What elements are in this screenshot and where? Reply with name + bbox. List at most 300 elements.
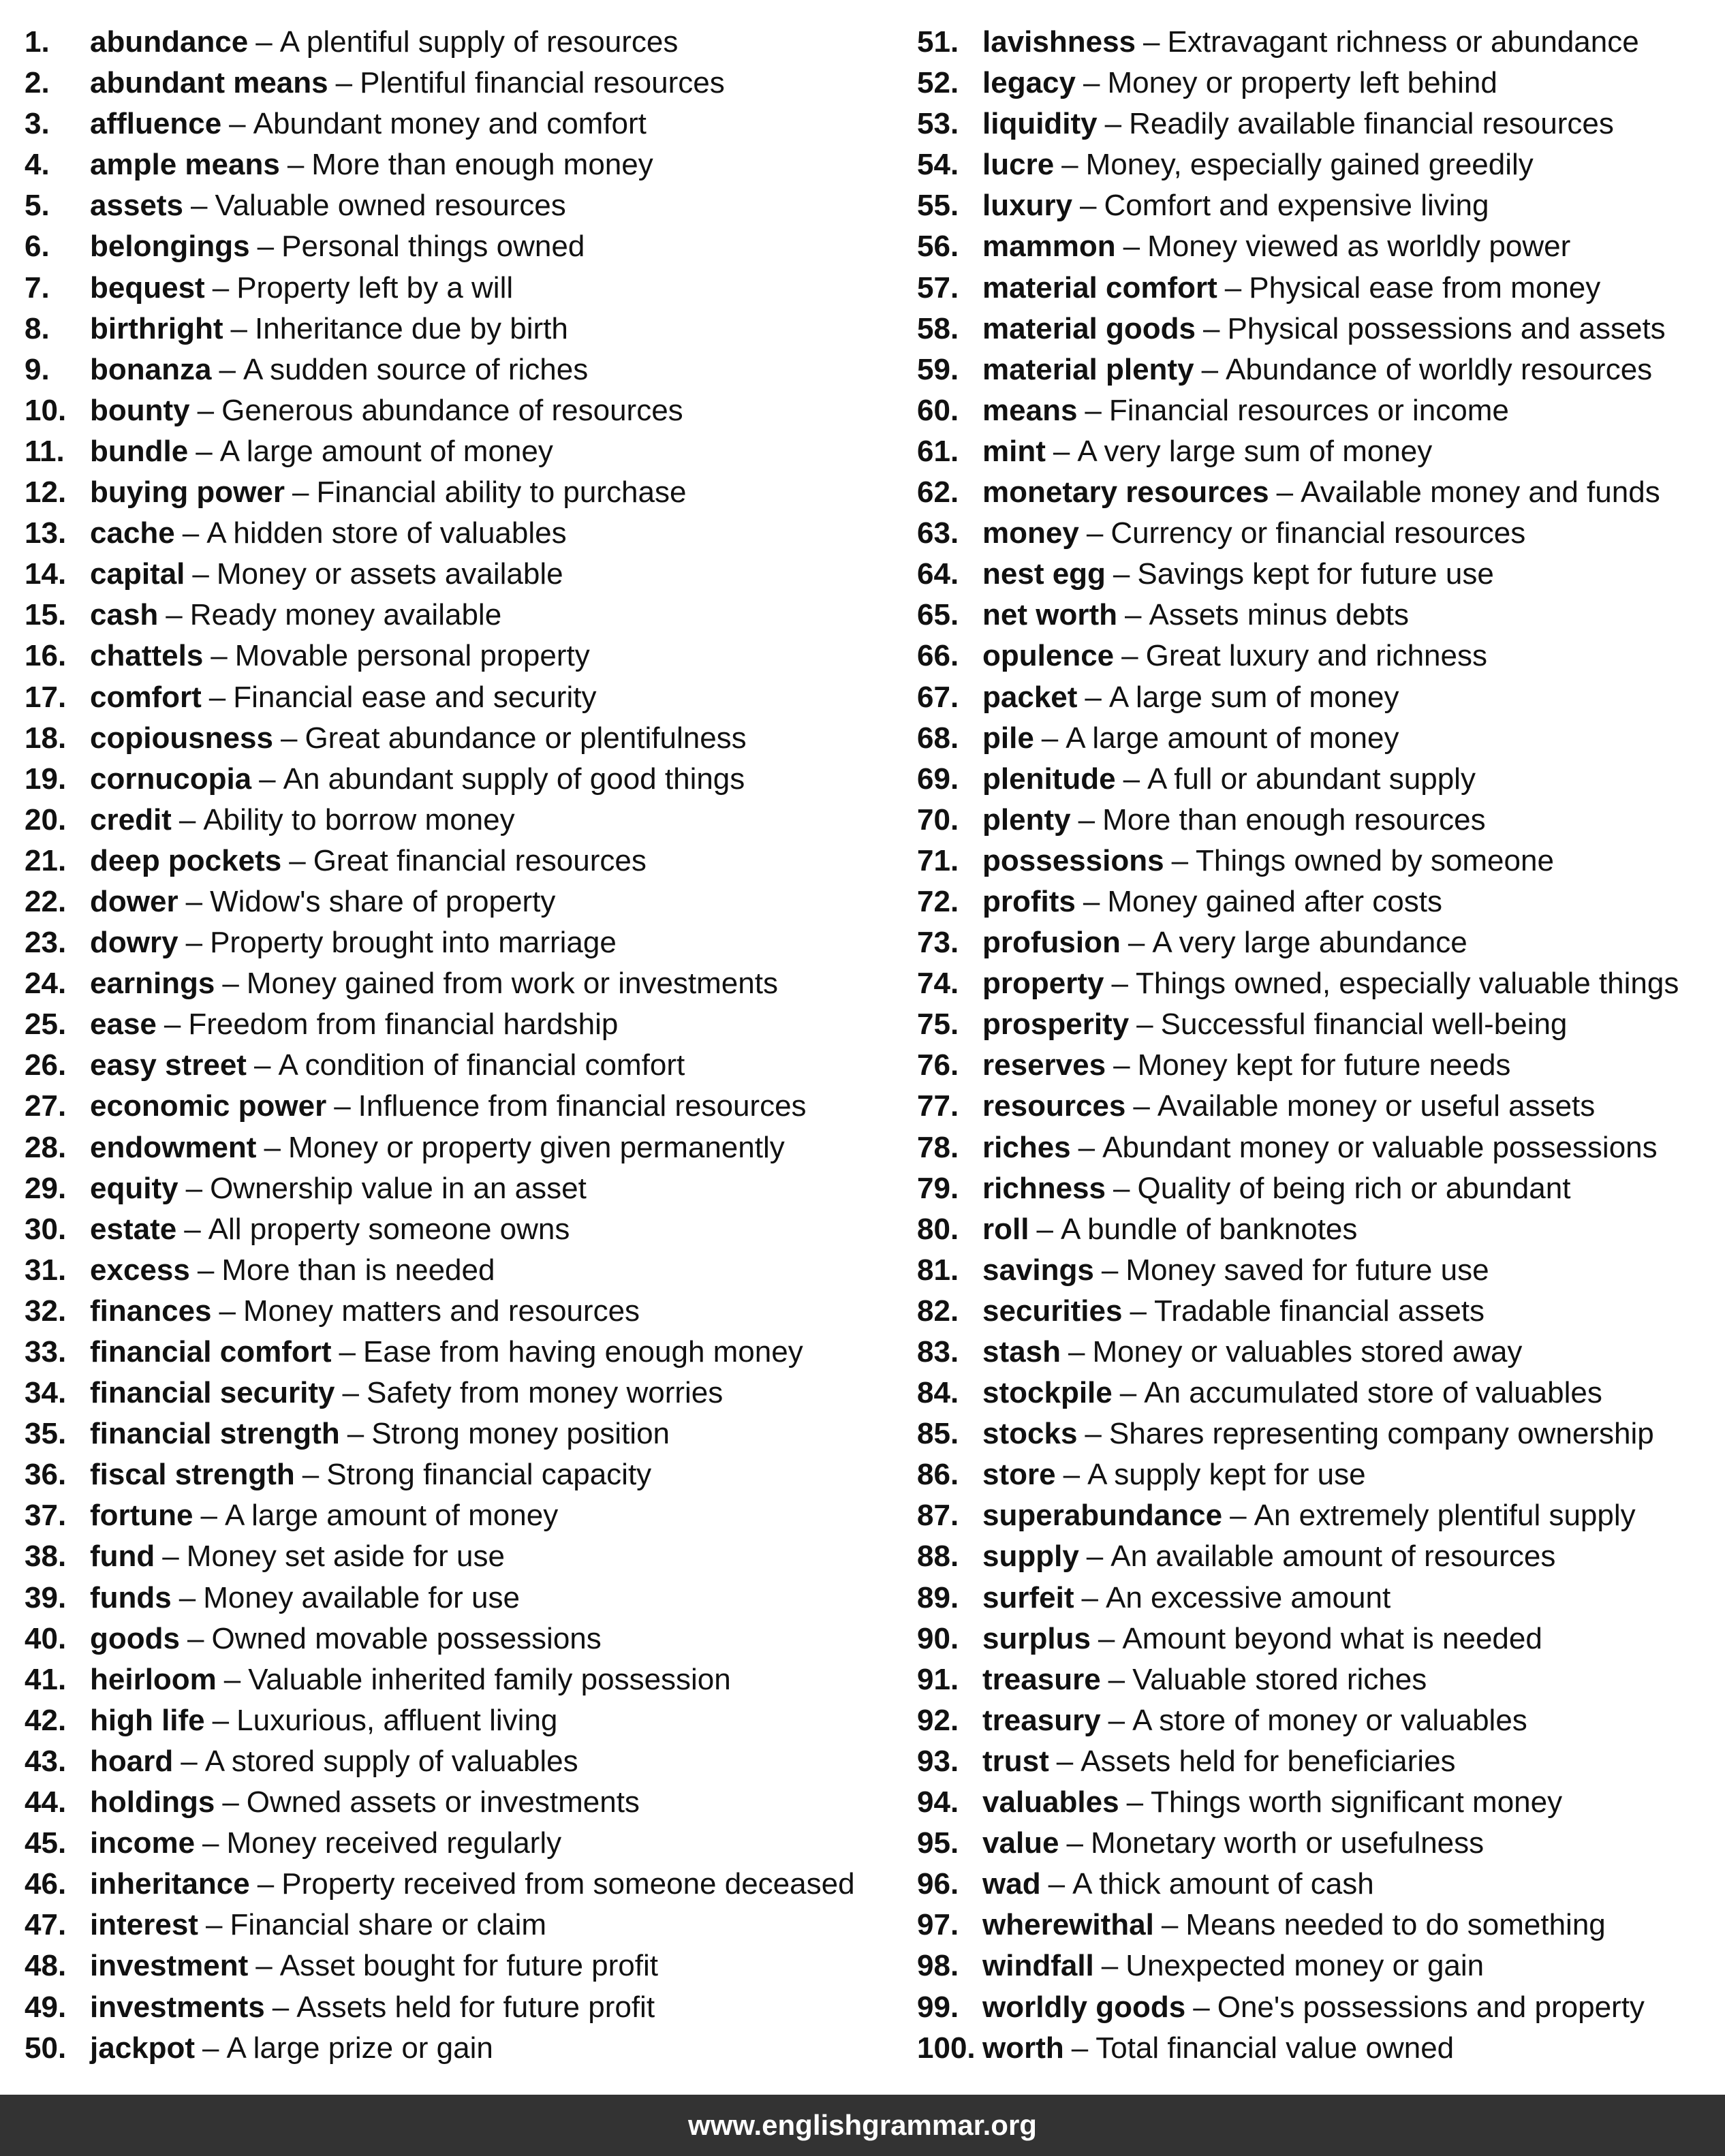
entry-text (982, 1168, 1570, 1209)
entry-number: 37. (25, 1499, 67, 1533)
entry-definition: Property left by a will (236, 270, 514, 304)
entry-separator: – (182, 516, 200, 550)
word-entry (917, 2028, 1714, 2069)
entry-term: ample means (90, 148, 280, 182)
entry-number: 90. (917, 1621, 959, 1655)
entry-term: legacy (982, 66, 1076, 100)
entry-definition: A very large abundance (1152, 926, 1467, 960)
entry-definition: Movable personal property (234, 639, 590, 673)
entry-text (982, 1086, 1595, 1127)
entry-separator: – (202, 1826, 219, 1860)
word-entry (25, 1332, 883, 1373)
word-entry (25, 963, 883, 1004)
entry-term: bundle (90, 434, 189, 468)
entry-definition: Comfort and expensive living (1104, 189, 1489, 223)
entry-text (90, 1619, 602, 1659)
entry-definition: A thick amount of cash (1072, 1867, 1374, 1901)
entry-number: 6. (25, 230, 50, 264)
entry-definition: A large sum of money (1108, 680, 1399, 714)
entry-text (90, 881, 555, 922)
entry-text (982, 472, 1660, 513)
word-entry (917, 1619, 1714, 1659)
entry-term: trust (982, 1744, 1049, 1778)
entry-definition: Assets minus debts (1149, 598, 1409, 632)
entry-definition: Safety from money worries (366, 1376, 724, 1410)
entry-definition: Abundance of worldly resources (1226, 352, 1653, 386)
word-entry (25, 472, 883, 513)
entry-definition: Money matters and resources (243, 1294, 640, 1328)
entry-number: 32. (25, 1294, 67, 1328)
entry-term: belongings (90, 230, 250, 264)
entry-text (982, 268, 1600, 309)
entry-number: 18. (25, 721, 67, 755)
entry-text (982, 1905, 1606, 1946)
entry-definition: Quality of being rich or abundant (1137, 1171, 1571, 1205)
entry-text (982, 390, 1509, 431)
entry-separator: – (1104, 107, 1122, 141)
entry-text (982, 1332, 1522, 1373)
entry-text (90, 1987, 655, 2028)
entry-separator: – (1123, 230, 1140, 264)
entry-separator: – (292, 475, 309, 510)
entry-text (90, 1946, 658, 1986)
entry-separator: – (1224, 270, 1242, 304)
entry-term: high life (90, 1703, 205, 1737)
entry-separator: – (166, 598, 183, 632)
entry-separator: – (257, 230, 275, 264)
entry-number: 7. (25, 270, 50, 304)
entry-number: 43. (25, 1744, 67, 1778)
entry-term: luxury (982, 189, 1073, 223)
word-entry (917, 718, 1714, 759)
entry-term: windfall (982, 1949, 1094, 1983)
entry-number: 44. (25, 1785, 67, 1819)
entry-text (982, 1578, 1390, 1619)
entry-number: 36. (25, 1458, 67, 1492)
entry-separator: – (1080, 189, 1097, 223)
entry-definition: Valuable owned resources (215, 189, 566, 223)
entry-text (90, 472, 686, 513)
entry-definition: Total financial value owned (1095, 2031, 1455, 2065)
entry-definition: Ownership value in an asset (210, 1171, 587, 1205)
entry-definition: Freedom from financial hardship (188, 1007, 619, 1042)
entry-separator: – (280, 721, 298, 755)
word-entry (25, 144, 883, 185)
entry-definition: Unexpected money or gain (1125, 1949, 1485, 1983)
entry-term: comfort (90, 680, 202, 714)
entry-number: 77. (917, 1089, 959, 1123)
entry-number: 95. (917, 1826, 959, 1860)
entry-term: money (982, 516, 1079, 550)
entry-text (982, 800, 1486, 841)
entry-number: 93. (917, 1744, 959, 1778)
entry-text (90, 922, 617, 963)
word-entry (25, 1619, 883, 1659)
word-entry (917, 104, 1714, 144)
word-entry (25, 1578, 883, 1619)
entry-text (982, 1454, 1366, 1495)
entry-definition: A supply kept for use (1087, 1458, 1366, 1492)
word-entry (917, 1536, 1714, 1577)
entry-text (90, 1250, 495, 1291)
entry-number: 33. (25, 1335, 67, 1369)
entry-definition: Money saved for future use (1125, 1253, 1489, 1287)
entry-separator: – (1086, 1540, 1104, 1574)
entry-separator: – (1113, 1048, 1130, 1082)
entry-definition: A condition of financial comfort (278, 1048, 685, 1082)
entry-definition: Money gained after costs (1107, 884, 1442, 918)
entry-definition: Monetary worth or usefulness (1091, 1826, 1485, 1860)
word-entry (25, 185, 883, 226)
entry-text (90, 595, 501, 636)
entry-separator: – (264, 1130, 281, 1164)
entry-term: goods (90, 1621, 180, 1655)
entry-text (982, 1741, 1456, 1782)
entry-definition: Physical possessions and assets (1227, 311, 1666, 345)
entry-definition: Money gained from work or investments (246, 967, 778, 1001)
word-entry (25, 1373, 883, 1413)
entry-text (982, 1536, 1555, 1577)
entry-text (90, 1700, 557, 1741)
entry-number: 79. (917, 1171, 959, 1205)
entry-number: 42. (25, 1703, 67, 1737)
entry-separator: – (342, 1376, 359, 1410)
entry-term: mammon (982, 230, 1116, 264)
word-entry (917, 922, 1714, 963)
entry-text (90, 1127, 785, 1168)
entry-separator: – (196, 434, 213, 468)
entry-number: 76. (917, 1048, 959, 1082)
entry-term: cache (90, 516, 175, 550)
word-entry (25, 595, 883, 636)
entry-separator: – (347, 1417, 364, 1451)
entry-number: 54. (917, 148, 959, 182)
word-entry (917, 963, 1714, 1004)
entry-separator: – (187, 1621, 204, 1655)
entry-separator: – (1056, 1744, 1074, 1778)
entry-separator: – (287, 148, 305, 182)
entry-separator: – (1078, 1130, 1095, 1164)
entry-separator: – (219, 1294, 236, 1328)
entry-separator: – (1171, 843, 1189, 877)
entry-term: investments (90, 1990, 265, 2024)
entry-number: 69. (917, 762, 959, 796)
entry-term: hoard (90, 1744, 174, 1778)
entry-term: surplus (982, 1621, 1091, 1655)
entry-separator: – (229, 107, 246, 141)
entry-text (90, 1004, 618, 1045)
entry-text (90, 22, 678, 63)
entry-definition: Plentiful financial resources (360, 66, 725, 100)
entry-term: resources (982, 1089, 1126, 1123)
entry-number: 98. (917, 1949, 959, 1983)
entry-separator: – (208, 680, 226, 714)
entry-number: 53. (917, 107, 959, 141)
entry-separator: – (289, 843, 306, 877)
entry-definition: A large prize or gain (226, 2031, 493, 2065)
entry-text (90, 309, 568, 349)
entry-term: bounty (90, 393, 190, 427)
entry-term: worldly goods (982, 1990, 1186, 2024)
entry-text (982, 881, 1442, 922)
entry-term: plenitude (982, 762, 1116, 796)
word-entry (25, 104, 883, 144)
entry-number: 74. (917, 967, 959, 1001)
entry-term: excess (90, 1253, 190, 1287)
entry-text (90, 1823, 561, 1864)
entry-number: 84. (917, 1376, 959, 1410)
entry-definition: Abundant money and comfort (253, 107, 647, 141)
entry-text (90, 1454, 651, 1495)
entry-text (90, 104, 647, 144)
word-entry (25, 1413, 883, 1454)
entry-definition: Strong financial capacity (326, 1458, 652, 1492)
word-entry (25, 1741, 883, 1782)
entry-term: profits (982, 884, 1076, 918)
entry-term: birthright (90, 311, 223, 345)
word-entry (917, 1413, 1714, 1454)
entry-definition: Financial resources or income (1108, 393, 1509, 427)
word-entry (25, 1086, 883, 1127)
entry-term: savings (982, 1253, 1094, 1287)
entry-term: stash (982, 1335, 1061, 1369)
footer-bar (0, 2095, 1725, 2156)
entry-term: bequest (90, 270, 205, 304)
entry-term: worth (982, 2031, 1064, 2065)
entry-text (982, 22, 1639, 63)
entry-definition: Generous abundance of resources (221, 393, 683, 427)
word-entry (917, 1987, 1714, 2028)
word-entry (917, 636, 1714, 676)
entry-number: 58. (917, 311, 959, 345)
entry-text (90, 677, 596, 718)
entry-term: estate (90, 1212, 177, 1246)
word-entry (25, 922, 883, 963)
entry-term: income (90, 1826, 196, 1860)
word-entry (917, 390, 1714, 431)
entry-separator: – (334, 1089, 351, 1123)
word-entry (917, 1782, 1714, 1823)
entry-number: 25. (25, 1007, 67, 1042)
entry-number: 22. (25, 884, 67, 918)
entry-term: profusion (982, 926, 1121, 960)
entry-term: stockpile (982, 1376, 1113, 1410)
entry-term: financial security (90, 1376, 335, 1410)
entry-separator: – (197, 1253, 215, 1287)
entry-text (90, 390, 683, 431)
entry-definition: Asset bought for future profit (279, 1949, 658, 1983)
entry-number: 99. (917, 1990, 959, 2024)
entry-term: abundant means (90, 66, 328, 100)
entry-separator: – (1098, 1621, 1115, 1655)
entry-text (982, 1946, 1484, 1986)
entry-separator: – (257, 1867, 275, 1901)
entry-separator: – (1133, 1089, 1150, 1123)
entry-definition: Shares representing company ownership (1108, 1417, 1654, 1451)
entry-term: capital (90, 557, 185, 591)
entry-number: 67. (917, 680, 959, 714)
entry-text (90, 636, 590, 676)
entry-separator: – (1124, 598, 1142, 632)
entry-number: 62. (917, 475, 959, 510)
entry-definition: Ease from having enough money (362, 1335, 803, 1369)
entry-definition: Physical ease from money (1249, 270, 1601, 304)
entry-separator: – (1108, 1703, 1125, 1737)
word-list-column-right (917, 22, 1714, 2069)
entry-number: 63. (917, 516, 959, 550)
entry-separator: – (223, 1662, 241, 1696)
entry-number: 64. (917, 557, 959, 591)
word-entry (25, 554, 883, 595)
entry-term: funds (90, 1580, 172, 1614)
entry-number: 23. (25, 926, 67, 960)
word-entry (917, 677, 1714, 718)
word-entry (917, 472, 1714, 513)
entry-term: roll (982, 1212, 1029, 1246)
entry-separator: – (197, 393, 215, 427)
entry-term: opulence (982, 639, 1115, 673)
entry-term: pile (982, 721, 1034, 755)
entry-definition: A stored supply of valuables (204, 1744, 578, 1778)
entry-separator: – (1276, 475, 1294, 510)
word-entry (25, 226, 883, 267)
word-entry (25, 1905, 883, 1946)
word-entry (917, 349, 1714, 390)
entry-number: 26. (25, 1048, 67, 1082)
entry-term: nest egg (982, 557, 1106, 591)
entry-definition: Tradable financial assets (1153, 1294, 1485, 1328)
entry-term: cash (90, 598, 159, 632)
entry-text (90, 800, 515, 841)
entry-separator: – (302, 1458, 320, 1492)
entry-text (982, 1127, 1658, 1168)
entry-term: holdings (90, 1785, 215, 1819)
entry-term: prosperity (982, 1007, 1130, 1042)
entry-separator: – (1111, 967, 1128, 1001)
entry-separator: – (1202, 311, 1220, 345)
entry-number: 8. (25, 311, 50, 345)
entry-definition: Financial ability to purchase (316, 475, 687, 510)
entry-text (982, 1209, 1357, 1250)
entry-text (982, 1373, 1602, 1413)
entry-separator: – (335, 66, 353, 100)
entry-definition: Great financial resources (313, 843, 647, 877)
entry-term: lavishness (982, 25, 1136, 59)
word-entry (917, 1700, 1714, 1741)
word-entry (25, 718, 883, 759)
entry-text (982, 1823, 1484, 1864)
word-entry (25, 1045, 883, 1086)
entry-text (982, 63, 1497, 104)
entry-definition: Money or property given permanently (288, 1130, 785, 1164)
entry-definition: A large amount of money (225, 1499, 559, 1533)
entry-text (90, 268, 513, 309)
word-entry (917, 1578, 1714, 1619)
entry-definition: Money available for use (203, 1580, 520, 1614)
entry-number: 20. (25, 802, 67, 837)
entry-term: securities (982, 1294, 1123, 1328)
word-entry (25, 1168, 883, 1209)
entry-text (982, 1619, 1542, 1659)
entry-text (90, 1536, 505, 1577)
entry-text (982, 1250, 1489, 1291)
entry-text (90, 1905, 546, 1946)
entry-number: 81. (917, 1253, 959, 1287)
entry-text (90, 1495, 558, 1536)
entry-number: 15. (25, 598, 67, 632)
entry-term: liquidity (982, 107, 1098, 141)
word-entry (25, 431, 883, 472)
word-entry (25, 513, 883, 554)
word-entry (25, 1823, 883, 1864)
entry-number: 70. (917, 802, 959, 837)
entry-definition: More than enough resources (1102, 802, 1486, 837)
entry-definition: More than enough money (311, 148, 653, 182)
word-entry (25, 1946, 883, 1986)
entry-text (982, 185, 1489, 226)
entry-number: 27. (25, 1089, 67, 1123)
entry-number: 17. (25, 680, 67, 714)
word-entry (25, 759, 883, 800)
entry-number: 41. (25, 1662, 67, 1696)
entry-separator: – (1083, 66, 1100, 100)
entry-term: treasury (982, 1703, 1101, 1737)
entry-number: 86. (917, 1458, 959, 1492)
entry-text (90, 144, 653, 185)
entry-separator: – (200, 1499, 218, 1533)
entry-number: 45. (25, 1826, 67, 1860)
word-entry (917, 226, 1714, 267)
word-entry (917, 759, 1714, 800)
entry-separator: – (1143, 25, 1160, 59)
entry-number: 47. (25, 1908, 67, 1942)
entry-definition: An accumulated store of valuables (1144, 1376, 1602, 1410)
entry-text (90, 226, 585, 267)
entry-number: 87. (917, 1499, 959, 1533)
entry-number: 14. (25, 557, 67, 591)
entry-number: 60. (917, 393, 959, 427)
entry-text (90, 1782, 640, 1823)
entry-text (982, 1864, 1374, 1905)
entry-text (982, 144, 1534, 185)
word-entry (917, 1905, 1714, 1946)
entry-number: 31. (25, 1253, 67, 1287)
entry-separator: – (1123, 762, 1140, 796)
entry-text (90, 1045, 685, 1086)
entry-number: 28. (25, 1130, 67, 1164)
entry-separator: – (1230, 1499, 1247, 1533)
entry-definition: Assets held for beneficiaries (1081, 1744, 1456, 1778)
entry-number: 66. (917, 639, 959, 673)
entry-number: 89. (917, 1580, 959, 1614)
entry-definition: Abundant money or valuable possessions (1102, 1130, 1658, 1164)
entry-text (90, 1086, 807, 1127)
word-entry (25, 1209, 883, 1250)
word-entry (25, 881, 883, 922)
entry-number: 94. (917, 1785, 959, 1819)
entry-definition: Money, especially gained greedily (1085, 148, 1534, 182)
entry-separator: – (1113, 1171, 1130, 1205)
entry-number: 11. (25, 434, 65, 468)
entry-text (90, 1332, 803, 1373)
entry-number: 56. (917, 230, 959, 264)
entry-number: 59. (917, 352, 959, 386)
word-entry (917, 1741, 1714, 1782)
entry-number: 73. (917, 926, 959, 960)
word-list-column-left (25, 22, 883, 2069)
entry-definition: Money kept for future needs (1137, 1048, 1511, 1082)
entry-term: interest (90, 1908, 198, 1942)
